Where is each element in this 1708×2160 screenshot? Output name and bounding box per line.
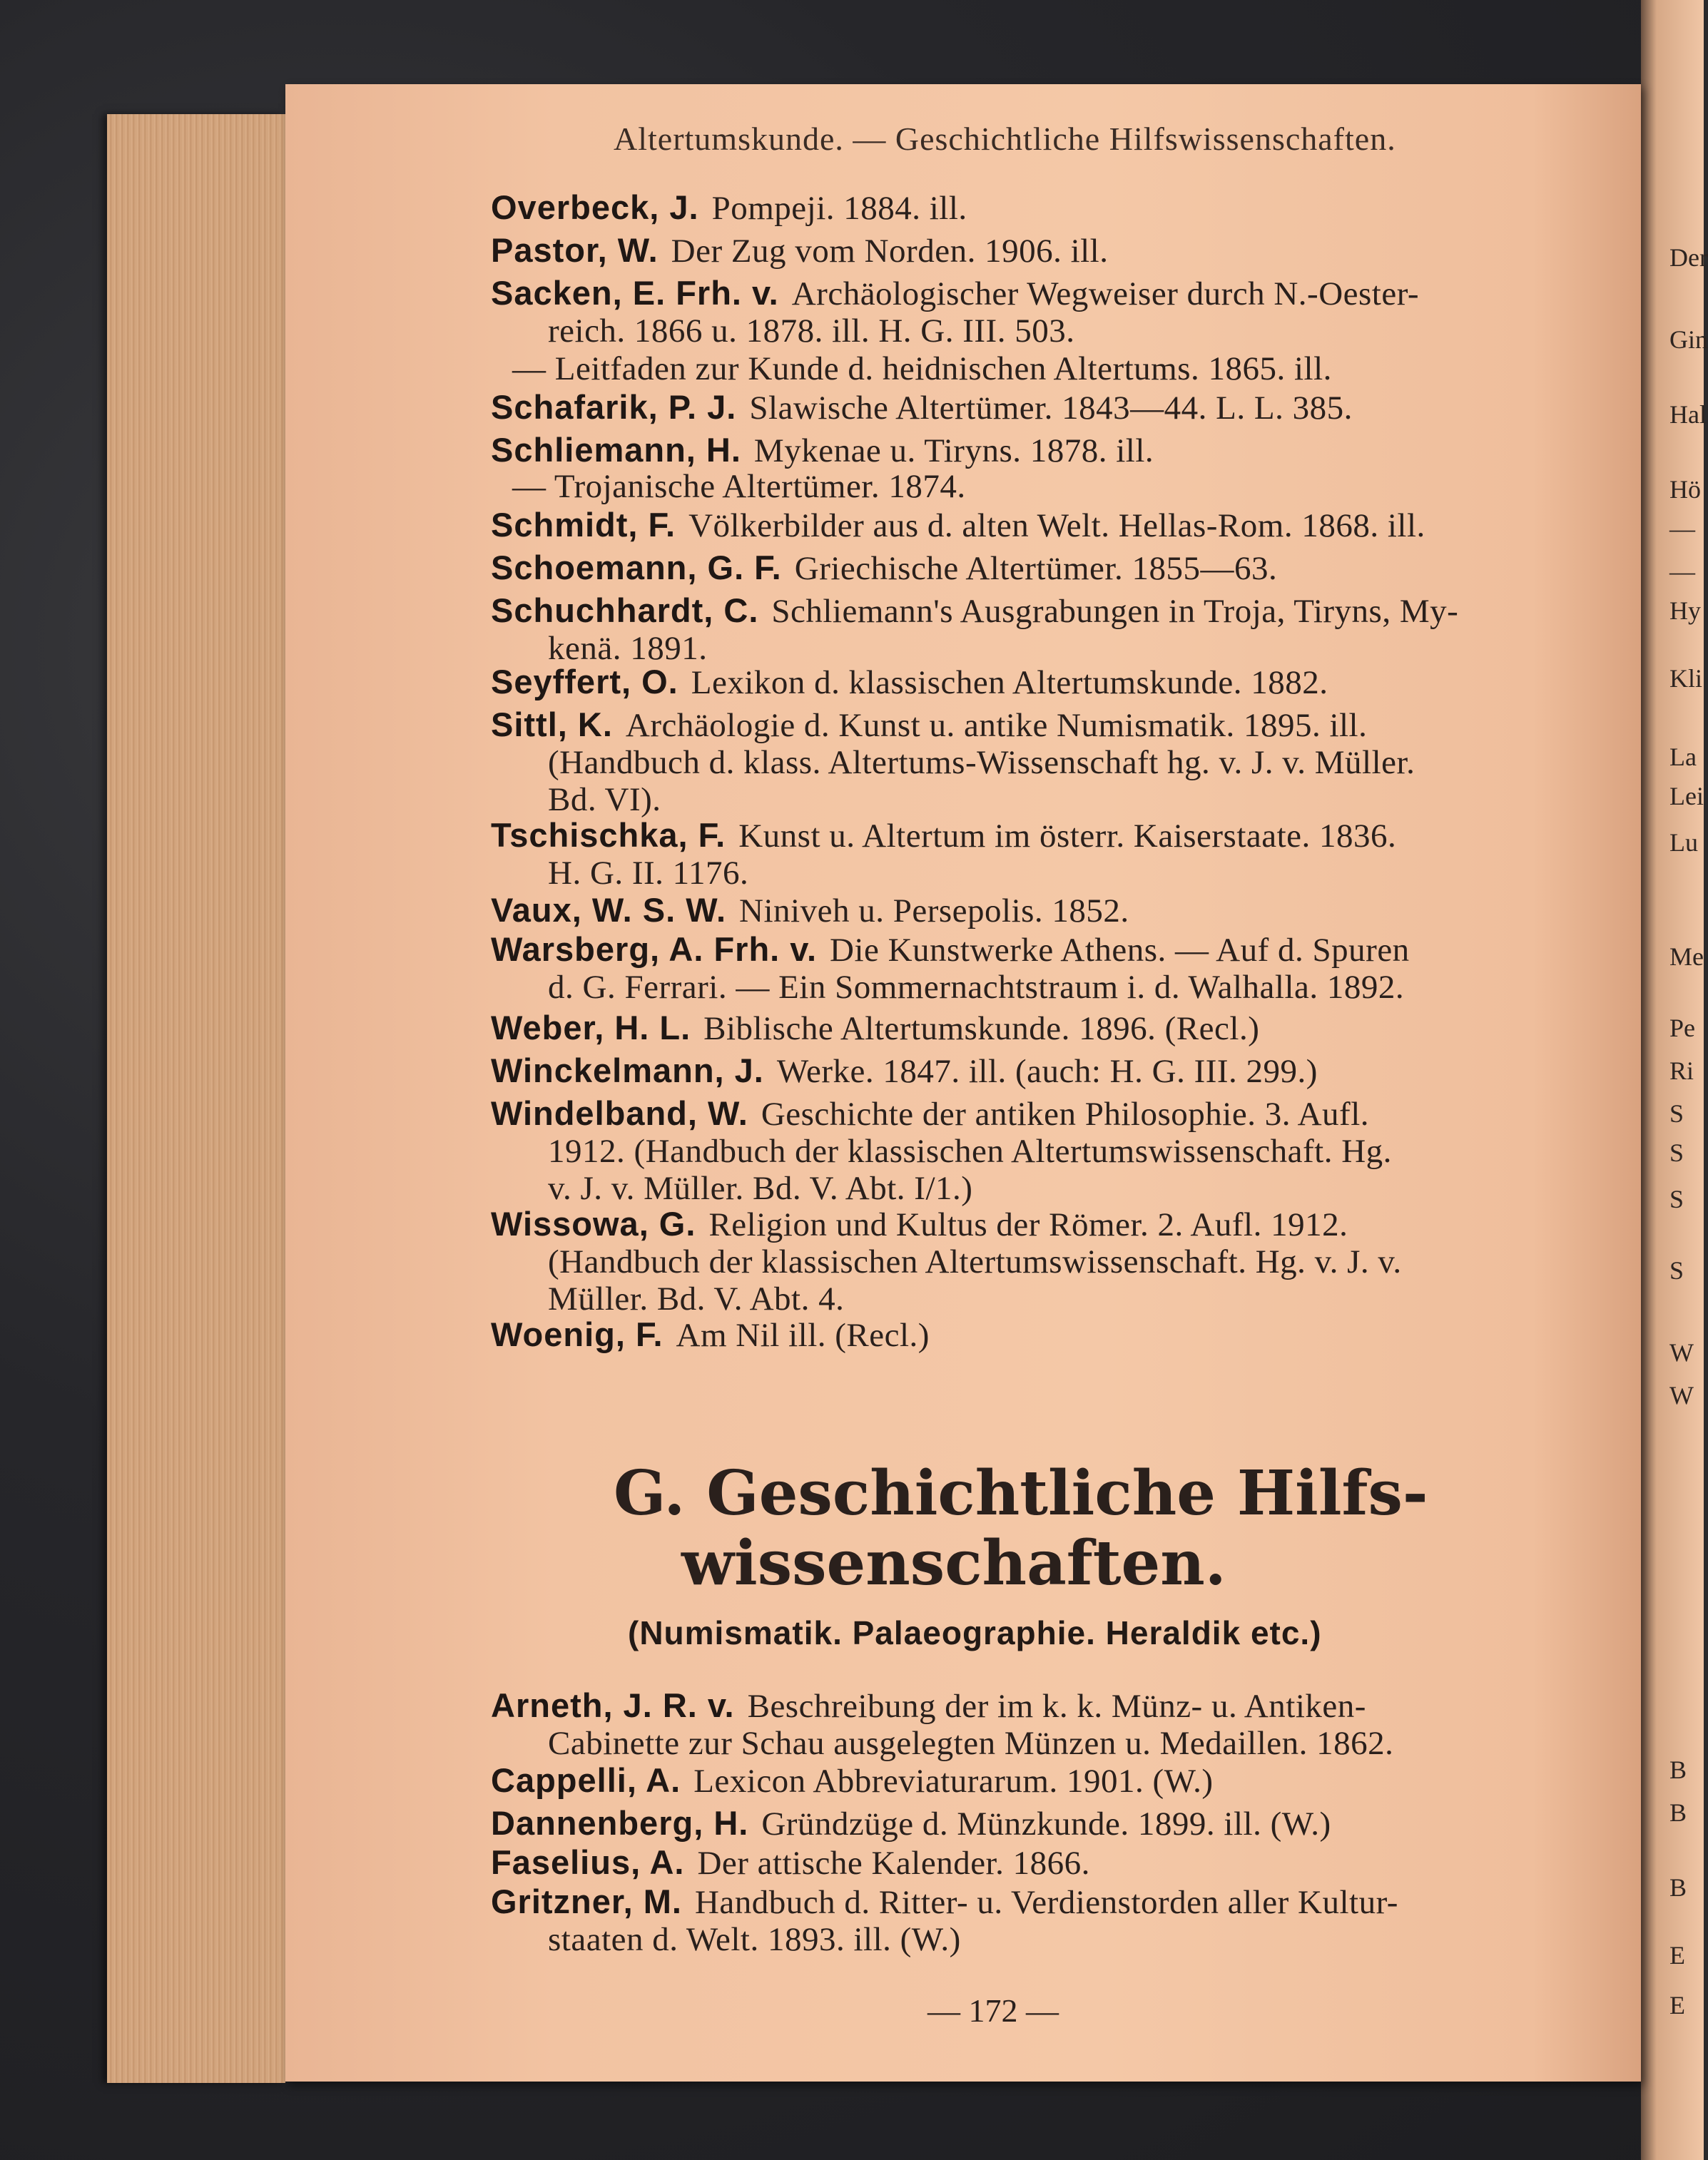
author-name: Sittl, K. [491, 705, 613, 743]
entry-text: Werke. 1847. ill. (auch: H. G. III. 299.) [776, 1053, 1318, 1090]
entry-text: Handbuch d. Ritter- u. Verdienstorden aller Kultur- [694, 1884, 1398, 1921]
bibliography-entry [491, 1095, 1582, 1207]
author-name: Weber, H. L. [491, 1009, 691, 1046]
author-name: Arneth, J. R. v. [491, 1686, 735, 1724]
entry-text: Völkerbilder aus d. alten Welt. Hellas-Rom. 1868. ill. [688, 507, 1425, 544]
author-name: Faselius, A. [491, 1843, 685, 1881]
entry-continuation: H. G. II. 1176. [548, 855, 749, 892]
bibliography-entry [491, 1206, 1582, 1318]
author-name: Vaux, W. S. W. [491, 891, 727, 929]
facing-page-fragment: Gin [1669, 325, 1708, 354]
section-title [614, 1459, 1541, 1599]
bibliography-entry [491, 1844, 1582, 1882]
author-name: Wissowa, G. [491, 1205, 696, 1243]
entry-text: Am Nil ill. (Recl.) [676, 1317, 930, 1354]
author-name: Schoemann, G. F. [491, 549, 782, 586]
entry-text: Religion und Kultus der Römer. 2. Aufl. 1912. [708, 1206, 1348, 1243]
bibliography-entry [491, 549, 1582, 587]
author-name: Windelband, W. [491, 1094, 748, 1132]
author-name: Winckelmann, J. [491, 1051, 764, 1089]
facing-page-fragment: Me [1669, 942, 1704, 971]
facing-page-fragment: La [1669, 743, 1697, 771]
entry-continuation: (Handbuch d. klass. Altertums-Wissenschaft hg. v. J. v. Müller. [548, 744, 1415, 781]
bibliography-entry [491, 592, 1582, 667]
entry-text: Pompeji. 1884. ill. [711, 190, 967, 227]
section-title-line2: wissenschaften. [681, 1527, 1226, 1599]
bibliography-entry [491, 1687, 1582, 1762]
author-name: Tschischka, F. [491, 816, 726, 854]
author-name: Warsberg, A. Frh. v. [491, 930, 817, 968]
entry-text: Archäologie d. Kunst u. antike Numismatik. 1895. ill. [625, 707, 1368, 744]
entry-continuation: d. G. Ferrari. — Ein Sommernachtstraum i. d. Walhalla. 1892. [548, 969, 1405, 1006]
bibliography-entry [491, 817, 1582, 892]
facing-page-fragment: W [1669, 1381, 1694, 1410]
bibliography-entry [491, 432, 1582, 469]
bibliography-entry [491, 506, 1582, 544]
author-name: Schliemann, H. [491, 431, 741, 469]
entry-text: Der Zug vom Norden. 1906. ill. [671, 233, 1109, 270]
entry-text: Kunst u. Altertum im österr. Kaiserstaate. 1836. [738, 817, 1397, 855]
bibliography-entry [491, 1052, 1582, 1090]
author-name: Schuchhardt, C. [491, 591, 759, 629]
author-name: Woenig, F. [491, 1315, 664, 1353]
entry-text: Niniveh u. Persepolis. 1852. [739, 892, 1129, 929]
entry-text: Griechische Altertümer. 1855—63. [794, 550, 1278, 587]
bibliography-entry [491, 1883, 1582, 1958]
facing-page-fragment: B [1669, 1756, 1687, 1784]
facing-page-fragment: Lei [1669, 782, 1704, 810]
facing-page-fragment: Lu [1669, 828, 1698, 857]
bibliography-entry [491, 706, 1582, 818]
entry-text: Geschichte der antiken Philosophie. 3. Aufl. [761, 1096, 1370, 1133]
entry-text: Beschreibung der im k. k. Münz- u. Antiken- [747, 1688, 1366, 1725]
facing-page-fragment: — [1669, 557, 1695, 586]
entry-text: — Trojanische Altertümer. 1874. [512, 468, 966, 505]
facing-page-fragment: E [1669, 1941, 1685, 1970]
entry-text: Die Kunstwerke Athens. — Auf d. Spuren [830, 932, 1410, 969]
entry-text: Der attische Kalender. 1866. [697, 1845, 1090, 1882]
bibliography-entry [491, 1762, 1582, 1800]
bibliography-entry [512, 350, 1332, 388]
facing-page-fragment: Hö [1669, 475, 1701, 504]
entry-text: Lexicon Abbreviaturarum. 1901. (W.) [693, 1763, 1214, 1800]
entry-text: Lexikon d. klassischen Altertumskunde. 1882. [691, 664, 1328, 701]
entry-text: — Leitfaden zur Kunde d. heidnischen Altertums. 1865. ill. [512, 350, 1332, 387]
author-name: Pastor, W. [491, 231, 659, 269]
bibliography-entry [491, 232, 1582, 270]
entry-continuation: 1912. (Handbuch der klassischen Altertumswissenschaft. Hg. [548, 1133, 1392, 1170]
entry-continuation: kenä. 1891. [548, 630, 708, 667]
author-name: Schmidt, F. [491, 506, 676, 544]
bibliography-entry [491, 189, 1582, 227]
facing-page-fragment: E [1669, 1991, 1685, 2019]
bibliography-entry [491, 389, 1582, 427]
facing-page-fragment: S [1669, 1185, 1684, 1213]
facing-page-fragment: Kli [1669, 664, 1703, 693]
author-name: Overbeck, J. [491, 188, 699, 226]
bibliography-entry [491, 663, 1582, 701]
author-name: Sacken, E. Frh. v. [491, 274, 779, 312]
entry-continuation: staaten d. Welt. 1893. ill. (W.) [548, 1921, 961, 1958]
entry-text: Archäologischer Wegweiser durch N.-Oester- [791, 275, 1420, 312]
bibliography-entry [491, 931, 1582, 1006]
entry-continuation: Cabinette zur Schau ausgelegten Münzen u. Medaillen. 1862. [548, 1725, 1394, 1762]
page-number: — 172 — [927, 1992, 1059, 2029]
section-subtitle: (Numismatik. Palaeographie. Heraldik etc.) [628, 1614, 1322, 1651]
entry-continuation: Müller. Bd. V. Abt. 4. [548, 1280, 845, 1318]
facing-page-fragment: S [1669, 1138, 1684, 1167]
author-name: Seyffert, O. [491, 663, 678, 701]
entry-text: Schliemann's Ausgrabungen in Troja, Tiryns, My- [771, 593, 1459, 630]
entry-text: Gründzüge d. Münzkunde. 1899. ill. (W.) [761, 1805, 1331, 1843]
facing-page-fragment: B [1669, 1798, 1687, 1827]
entry-continuation: reich. 1866 u. 1878. ill. H. G. III. 503. [548, 312, 1075, 350]
entry-text: Biblische Altertumskunde. 1896. (Recl.) [703, 1010, 1260, 1047]
book-page-edges [107, 114, 285, 2083]
bibliography-entry [491, 1009, 1582, 1047]
running-head: Altertumskunde. — Geschichtliche Hilfswissenschaften. [614, 121, 1396, 157]
facing-page-fragment: Hal [1669, 400, 1707, 429]
entry-continuation: Bd. VI). [548, 781, 661, 818]
entry-continuation: (Handbuch der klassischen Altertumswissenschaft. Hg. v. J. v. [548, 1243, 1402, 1280]
entry-text: Mykenae u. Tiryns. 1878. ill. [753, 432, 1154, 469]
author-name: Dannenberg, H. [491, 1804, 749, 1842]
facing-page-fragment: Pe [1669, 1014, 1695, 1042]
author-name: Schafarik, P. J. [491, 388, 737, 426]
facing-page-fragment: B [1669, 1873, 1687, 1902]
section-title-line1: G. Geschichtliche Hilfs- [614, 1457, 1428, 1529]
entry-continuation: v. J. v. Müller. Bd. V. Abt. I/1.) [548, 1170, 973, 1207]
facing-page-fragment: S [1669, 1256, 1684, 1285]
bibliography-entry [491, 892, 1582, 929]
author-name: Cappelli, A. [491, 1761, 681, 1799]
facing-page-fragment: Hy [1669, 596, 1701, 625]
bibliography-entry [491, 1316, 1582, 1354]
facing-page-fragment: — [1669, 514, 1695, 543]
entry-text: Slawische Altertümer. 1843—44. L. L. 385. [749, 389, 1353, 427]
facing-page-fragment: Ri [1669, 1056, 1694, 1085]
bibliography-entry [491, 275, 1582, 350]
bibliography-entry [512, 467, 966, 506]
facing-page-fragment: Der [1669, 243, 1708, 272]
facing-page-fragment: W [1669, 1338, 1694, 1367]
bibliography-entry [491, 1805, 1582, 1843]
facing-page-fragment: S [1669, 1099, 1684, 1128]
author-name: Gritzner, M. [491, 1883, 682, 1920]
